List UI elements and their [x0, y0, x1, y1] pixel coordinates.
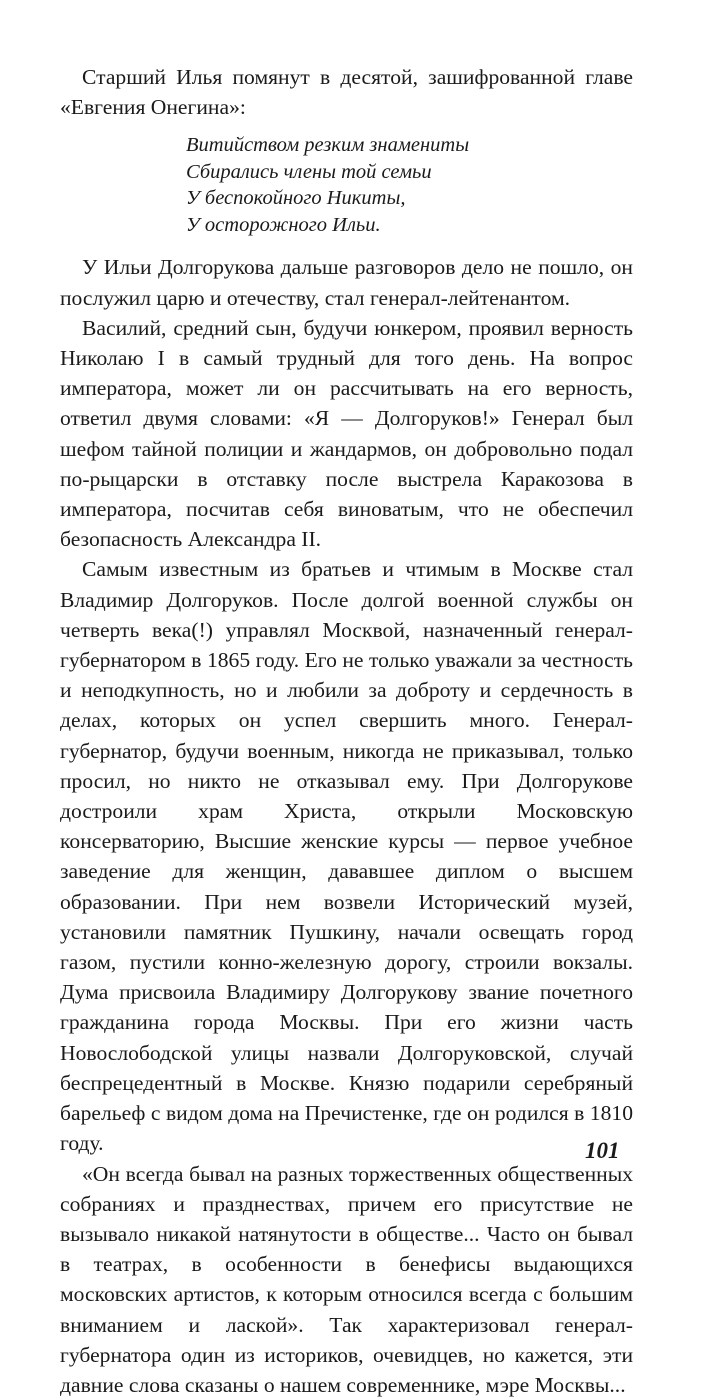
verse-line: Сбирались члены той семьи	[186, 159, 633, 186]
poem-quote	[186, 132, 633, 238]
paragraph: Самым известным из братьев и чтимым в Москве стал Владимир Долгоруков. После долгой военной службы он четверть века(!) управлял Москвой, назначенный генерал-губернатором в 1865 году. Его не только уважали за честность и неподкупность, но и любили за доброту и сердечность в делах, которых он успел свершить много. Генерал-губернатор, будучи военным, никогда не приказывал, только просил, но никто не отказывал ему. При Долгорукове достроили храм Христа, открыли Московскую консерваторию, Высшие женские курсы — первое учебное заведение для женщин, дававшее диплом о высшем образовании. При нем возвели Исторический музей, установили памятник Пушкину, начали освещать город газом, пустили конно-железную дорогу, строили вокзалы. Дума присвоила Владимиру Долгорукову звание почетного гражданина города Москвы. При его жизни часть Новослободской улицы назвали Долгоруковской, случай беспрецедентный в Москве. Князю подарили серебряный барельеф с видом дома на Пречистенке, где он родился в 1810 году.	[60, 554, 633, 1158]
verse-line: Витийством резким знамениты	[186, 132, 633, 159]
verse-line: У осторожного Ильи.	[186, 212, 633, 239]
page-text	[60, 62, 633, 1400]
page-number: 101	[585, 1138, 620, 1164]
intro-paragraph: Старший Илья помянут в десятой, зашифрованной главе «Евгения Онегина»:	[60, 62, 633, 122]
verse-line: У беспокойного Никиты,	[186, 185, 633, 212]
paragraph: Василий, средний сын, будучи юнкером, проявил верность Николаю I в самый трудный для того день. На вопрос императора, может ли он рассчитывать на его верность, ответил двумя словами: «Я — Долгоруков!» Генерал был шефом тайной полиции и жандармов, он добровольно подал по-рыцарски в отставку после выстрела Каракозова в императора, посчитав себя виноватым, что не обеспечил безопасность Александра II.	[60, 313, 633, 555]
paragraph: У Ильи Долгорукова дальше разговоров дело не пошло, он послужил царю и отечеству, стал генерал-лейтенантом.	[60, 252, 633, 312]
paragraph: «Он всегда бывал на разных торжественных общественных собраниях и празднествах, причем его присутствие не вызывало никакой натянутости в обществе... Часто он бывал в театрах, в особенности в бенефисы выдающихся московских артистов, к которым относился всегда с большим вниманием и лаской». Так характеризовал генерал-губернатора один из историков, очевидцев, но кажется, эти давние слова сказаны о нашем современнике, мэре Москвы...	[60, 1159, 633, 1400]
